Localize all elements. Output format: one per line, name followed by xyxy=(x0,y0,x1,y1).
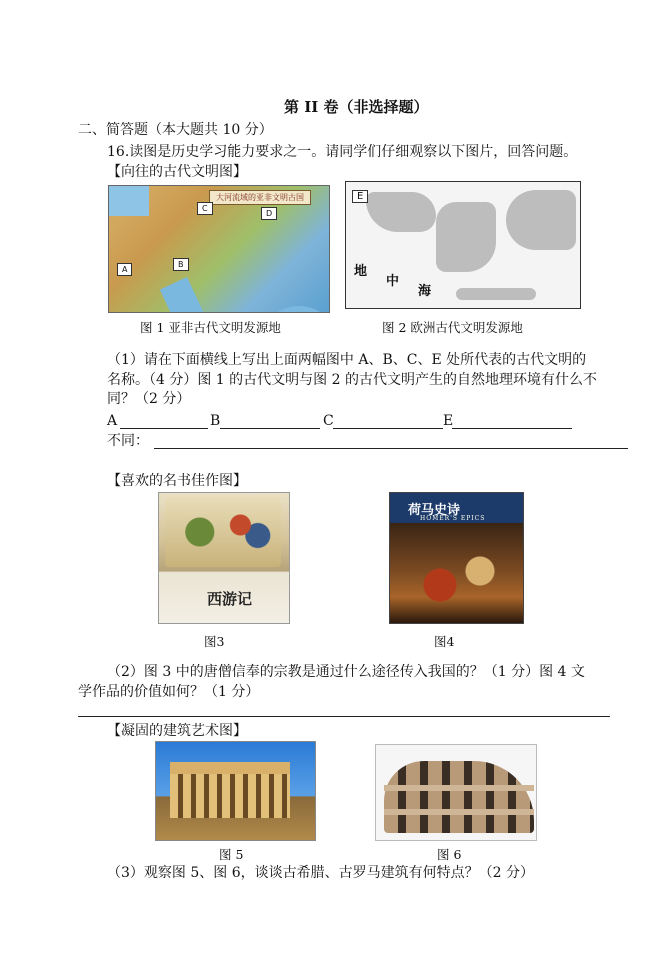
volume-title: 第 II 卷（非选择题） xyxy=(284,98,429,116)
colosseum-arches xyxy=(384,761,534,833)
difference-answer-line[interactable] xyxy=(154,448,628,449)
sea-name-char-3: 海 xyxy=(418,284,432,299)
colosseum-band-lower xyxy=(384,809,534,815)
blank-label-e: E xyxy=(443,413,454,429)
map-label-a: A xyxy=(117,263,132,276)
difference-label: 不同： xyxy=(107,433,149,449)
q1-line2: 名称。（4 分）图 1 的古代文明与图 2 的古代文明产生的自然地理环境有什么不 xyxy=(107,372,597,388)
red-sea-area xyxy=(160,277,208,313)
colosseum-band-upper xyxy=(384,785,534,791)
sea-name-char-1: 地 xyxy=(354,264,368,279)
blank-label-c: C xyxy=(323,413,334,429)
blank-line-c[interactable] xyxy=(333,428,443,429)
sea-name-char-2: 中 xyxy=(386,274,400,289)
sea-area xyxy=(109,186,149,216)
map1-banner: 大河流域的亚非文明古国 xyxy=(209,190,311,205)
blank-label-b: B xyxy=(210,413,221,429)
q2-line1: （2）图 3 中的唐僧信奉的宗教是通过什么途径传入我国的？（1 分）图 4 文 xyxy=(107,664,585,680)
q1-line1: （1）请在下面横线上写出上面两幅图中 A、B、C、E 处所代表的古代文明的 xyxy=(107,352,587,368)
photo-parthenon xyxy=(155,741,316,841)
temple-roof xyxy=(170,762,290,774)
map-label-b: B xyxy=(173,258,189,271)
question-intro: 16.读图是历史学习能力要求之一。请同学们仔细观察以下图片，回答问题。 xyxy=(107,144,578,160)
land-area xyxy=(366,192,436,232)
blank-line-e[interactable] xyxy=(452,428,572,429)
map-label-c: C xyxy=(197,202,213,215)
q2-line2: 学作品的价值如何？（1 分） xyxy=(78,684,260,700)
group-title-architecture: 【凝固的建筑艺术图】 xyxy=(107,723,247,739)
book1-title: 西游记 xyxy=(207,590,253,608)
crete-island xyxy=(456,288,536,300)
book-cover-journey-west xyxy=(158,492,290,624)
photo-colosseum xyxy=(375,744,537,841)
map-label-d: D xyxy=(261,207,277,220)
indian-ocean-area xyxy=(259,306,330,313)
book-cover-homer-epics xyxy=(389,492,524,624)
blank-line-b[interactable] xyxy=(220,428,320,429)
blank-label-a: A xyxy=(107,413,118,429)
figure5-caption: 图 5 xyxy=(219,847,244,862)
q3-text: （3）观察图 5、图 6，谈谈古希腊、古罗马建筑有何特点？（2 分） xyxy=(107,865,534,881)
q1-line3: 同？（2 分） xyxy=(107,391,191,407)
map-europe-civilization xyxy=(345,181,581,309)
temple-columns xyxy=(170,774,290,818)
group-title-books: 【喜欢的名书佳作图】 xyxy=(107,473,247,489)
figure3-caption: 图3 xyxy=(204,634,225,649)
map-label-e: E xyxy=(352,190,368,203)
book2-title: 荷马史诗 xyxy=(408,503,461,518)
q2-answer-line[interactable] xyxy=(78,716,610,717)
blank-line-a[interactable] xyxy=(120,428,208,429)
figure4-caption: 图4 xyxy=(434,634,455,649)
figure1-caption: 图 1 亚非古代文明发源地 xyxy=(140,320,281,335)
book1-illustration xyxy=(165,497,281,567)
greek-peninsula xyxy=(436,202,496,272)
figure6-caption: 图 6 xyxy=(437,847,462,862)
book2-illustration xyxy=(410,543,510,613)
section-title: 二、简答题（本大题共 10 分） xyxy=(78,122,273,138)
asia-minor xyxy=(506,190,576,250)
figure2-caption: 图 2 欧洲古代文明发源地 xyxy=(382,320,523,335)
book2-subtitle: HOMER'S EPICS xyxy=(420,515,486,522)
group-title-civilization: 【向往的古代文明图】 xyxy=(107,164,247,180)
map-asia-africa-civilizations xyxy=(108,185,330,313)
